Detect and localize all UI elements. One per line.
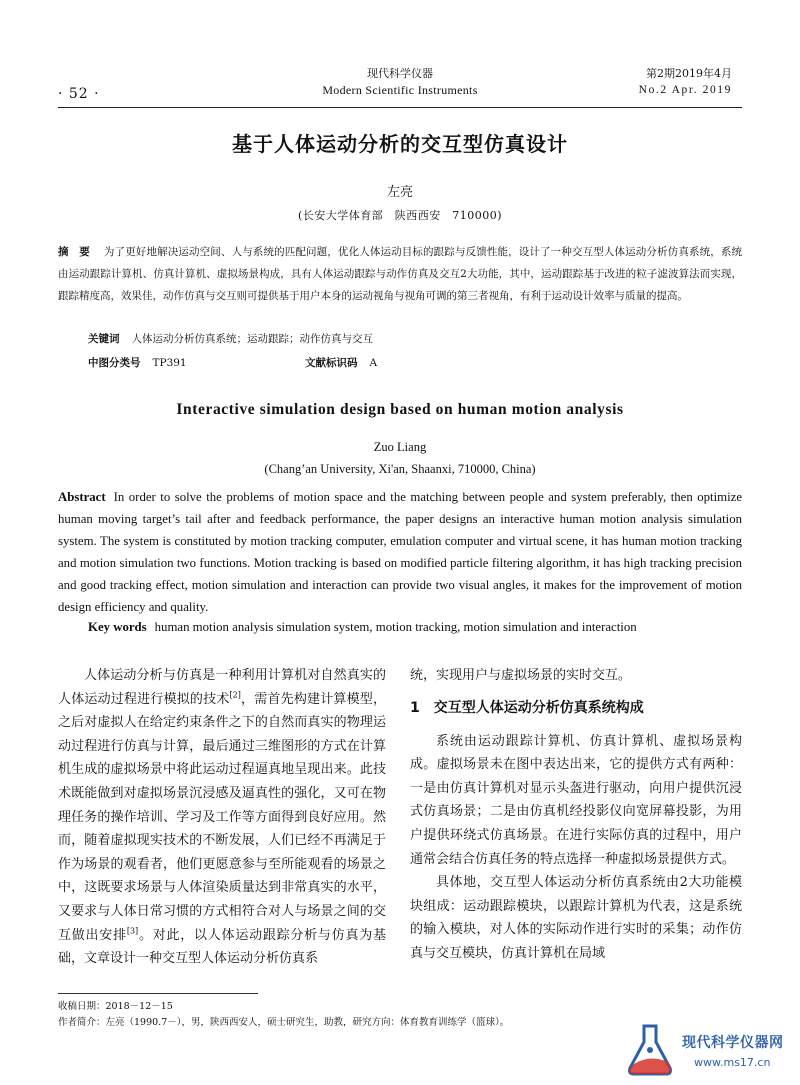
footnote-rule xyxy=(58,993,258,994)
abstract-en-text: In order to solve the problems of motion space and the matching between people and system preferably, then optimize human moving target’s tail after and feedback performance, the paper designs an interactive human motion analysis simulation system. The system is constituted by motion tracking computer, emulation computer and virtual scene, it has human motion tracking and motion simulation two functions. Motion tracking is based on modified particle filtering algorithm, it has high tracking precision and good tracking effect, motion simulation and interaction can provide two visual angles, it makes for the improvement of motion design efficiency and quality. xyxy=(58,490,742,614)
section1-paragraph-2: 具体地，交互型人体运动分析仿真系统由2大功能模块组成：运动跟踪模块，以跟踪计算机为代表，这是系统的输入模块，对人体的实际动作进行实时的采集；动作仿真与交互模块，仿真计算机在局域 xyxy=(410,875,742,961)
body-left-column xyxy=(58,664,386,971)
keywords-en xyxy=(88,620,637,635)
journal-name-cn: 现代科学仪器 xyxy=(367,67,433,80)
watermark-text: 现代科学仪器网 xyxy=(682,1035,784,1051)
abstract-cn-text: 为了更好地解决运动空间、人与系统的匹配问题，优化人体运动目标的跟踪与反馈性能，设计了一种交互型人体运动分析仿真系统，系统由运动跟踪计算机、仿真计算机、虚拟场景构成，具有人体运动跟踪与动作仿真及交互2大功能，其中，运动跟踪基于改进的粒子滤波算法而实现，跟踪精度高，效果佳，动作仿真与交互则可提供基于用户本身的运动视角与视角可调的第三者视角，有利于运动设计效率与质量的提高。 xyxy=(58,246,743,302)
document-code xyxy=(305,355,377,370)
abstract-cn xyxy=(58,241,742,307)
flask-logo-icon xyxy=(622,1020,682,1080)
doc-code-value: A xyxy=(369,357,378,369)
site-watermark xyxy=(620,1020,800,1080)
intro-continuation: 统，实现用户与虚拟场景的实时交互。 xyxy=(410,668,632,683)
classification-value: TP391 xyxy=(152,357,187,369)
issue-en: No.2 Apr. 2019 xyxy=(638,84,732,96)
section-heading-1: 1 交互型人体运动分析仿真系统构成 xyxy=(410,699,644,716)
doc-code-label: 文献标识码 xyxy=(305,357,358,369)
received-date: 收稿日期：2018－12－15 xyxy=(58,1001,173,1012)
author-affiliation-en: (Chang’an University, Xi'an, Shaanxi, 710000, China) xyxy=(264,462,536,476)
body-right-column xyxy=(410,664,742,966)
classification-label: 中图分类号 xyxy=(88,357,141,369)
section1-paragraph-1: 系统由运动跟踪计算机、仿真计算机、虚拟场景构成。虚拟场景未在图中表达出来，它的提供方式有两种：一是由仿真计算机对显示头盔进行驱动，向用户提供沉浸式仿真场景；二是由仿真机经投影仪向宽屏幕投影，为用户提供环绕式仿真场景。在进行实际仿真的过程中，用户通常会结合仿真任务的特点选择一种虚拟场景提供方式。 xyxy=(410,733,742,867)
watermark-url: www.ms17.cn xyxy=(694,1056,771,1069)
issue-cn: 第2期2019年4月 xyxy=(646,67,732,80)
author-name: 左亮 xyxy=(386,185,413,200)
keywords-cn-text: 人体运动分析仿真系统；运动跟踪；动作仿真与交互 xyxy=(131,333,373,345)
abstract-cn-label: 摘 要 xyxy=(58,246,90,258)
issue-info xyxy=(639,66,732,98)
author-name-en: Zuo Liang xyxy=(373,440,427,454)
citation-2: [2] xyxy=(229,690,241,700)
classification-number xyxy=(88,355,187,370)
journal-name-en: Modern Scientific Instruments xyxy=(322,83,478,97)
keywords-en-label: Key words xyxy=(88,620,147,634)
keywords-cn xyxy=(88,331,373,346)
author-affiliation: (长安大学体育部 陕西西安 710000) xyxy=(297,209,503,222)
paper-title: 基于人体运动分析的交互型仿真设计 xyxy=(232,132,568,156)
abstract-en xyxy=(58,486,742,618)
paper-title-en: Interactive simulation design based on human motion analysis xyxy=(176,401,624,418)
citation-3: [3] xyxy=(126,926,139,936)
intro-text-part3: 。对此，以人体运动跟踪分析与仿真为基础，文章设计一种交互型人体运动分析仿真系 xyxy=(58,927,386,967)
keywords-en-text: human motion analysis simulation system, motion tracking, motion simulation and interaction xyxy=(154,620,637,634)
footnote xyxy=(58,999,509,1031)
author-bio: 作者简介：左亮（1990.7－），男，陕西西安人，硕士研究生，助教，研究方向：体育教育训练学（篮球）。 xyxy=(58,1017,510,1028)
page-number: · 52 · xyxy=(58,86,100,102)
intro-text-part2: ，需首先构建计算模型，之后对虚拟人在给定约束条件之下的自然而真实的物理运动过程进行仿真与计算，最后通过三维图形的方式在计算机生成的虚拟场景中将此运动过程逼真地呈现出来。此技术既能做到对虚拟场景沉浸感及逼真性的强化，又可在物理任务的操作培训、学习及工作等方面得到良好应用。然而，随着虚拟现实技术的不断发展，人们已经不再满足于作为场景的观看者，他们更愿意参与至所能观看的场景之中，这既要求场景与人体渲染质量达到非常真实的水平，又要求与人体日常习惯的方式相符合对人与场景之间的交互做出安排 xyxy=(58,691,386,943)
abstract-en-label: Abstract xyxy=(58,490,106,504)
intro-paragraph xyxy=(58,664,386,971)
header-rule xyxy=(58,107,742,108)
keywords-cn-label: 关键词 xyxy=(88,333,120,345)
intro-text-part1: 人体运动分析与仿真是一种利用计算机对自然真实的人体运动过程进行模拟的技术 xyxy=(58,668,386,707)
